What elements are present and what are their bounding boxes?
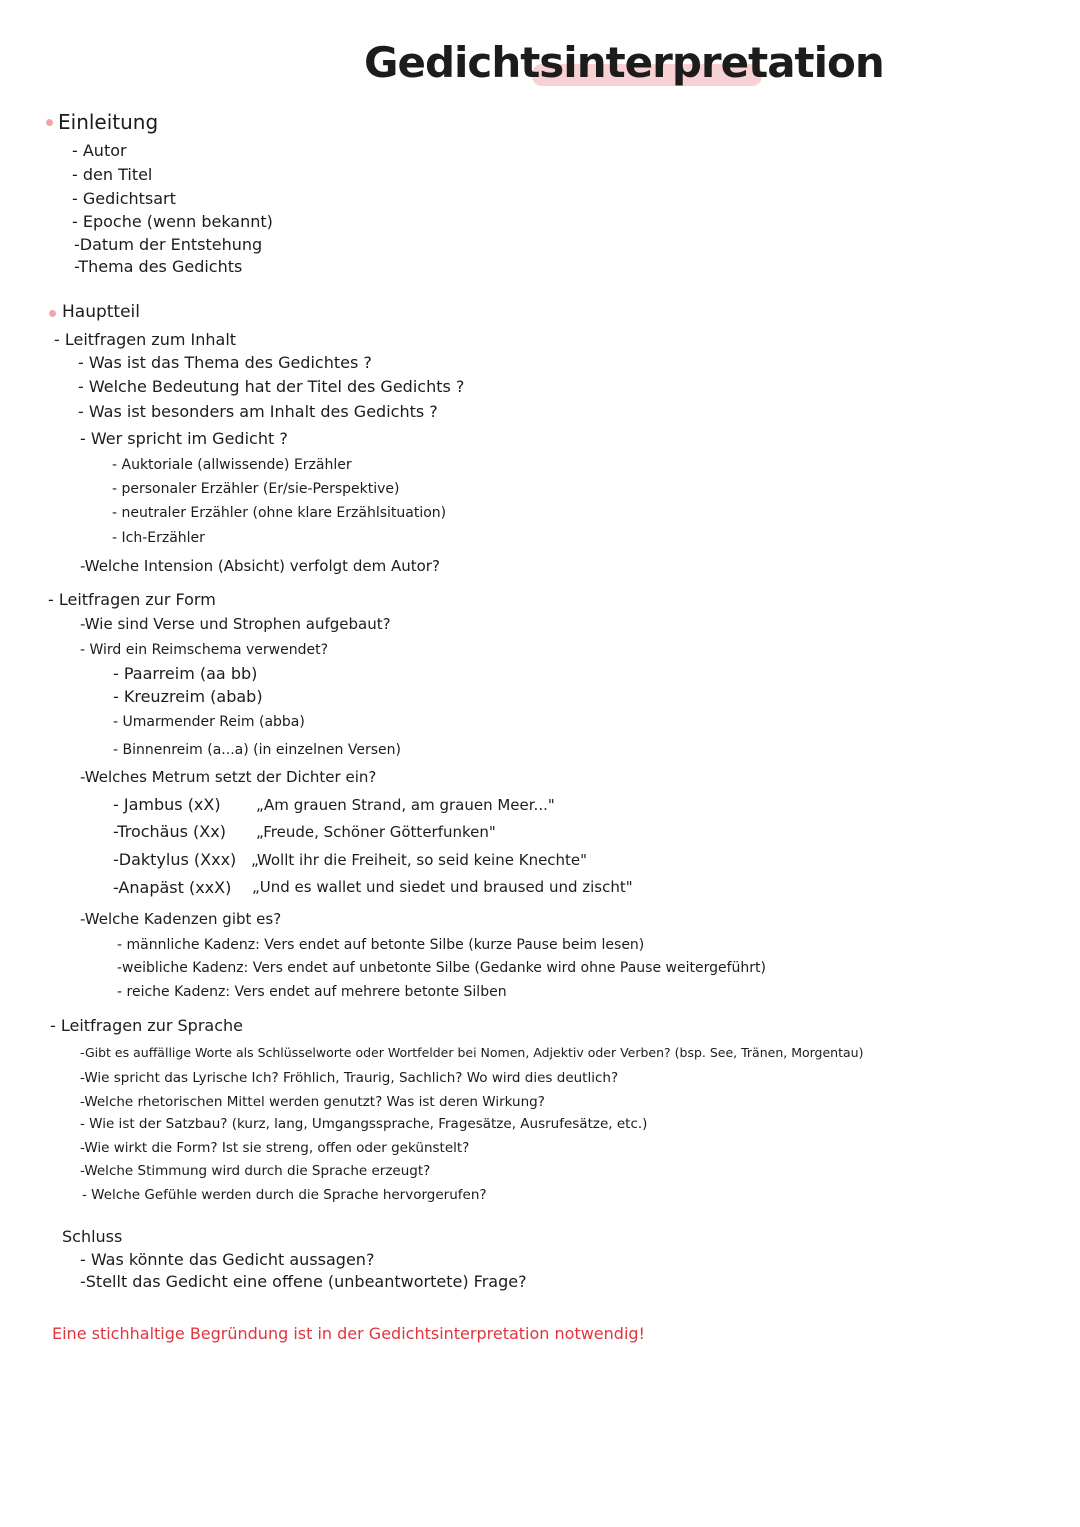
list-item: - Autor — [72, 141, 127, 160]
list-item: - Welche Gefühle werden durch die Sprache hervorgerufen? — [82, 1187, 487, 1203]
meter-name: - Jambus (xX) — [113, 795, 221, 814]
list-item: -Welche Kadenzen gibt es? — [80, 910, 282, 928]
subheading-inhalt: - Leitfragen zum Inhalt — [54, 330, 237, 349]
meter-name: -Anapäst (xxX) — [113, 878, 232, 897]
bullet-dot — [46, 119, 53, 126]
list-item: - neutraler Erzähler (ohne klare Erzählsituation) — [112, 505, 447, 521]
list-item: -Welches Metrum setzt der Dichter ein? — [80, 768, 377, 786]
section-heading-schluss: Schluss — [62, 1227, 123, 1246]
section-heading-hauptteil: Hauptteil — [62, 302, 141, 322]
list-item: -Thema des Gedichts — [74, 257, 243, 276]
list-item: -Welche Stimmung wird durch die Sprache erzeugt? — [80, 1163, 431, 1179]
section-heading-einleitung: Einleitung — [58, 110, 159, 134]
list-item: - reiche Kadenz: Vers endet auf mehrere betonte Silben — [117, 984, 507, 1000]
list-item: -Welche Intension (Absicht) verfolgt dem Autor? — [80, 557, 440, 575]
list-item: - Umarmender Reim (abba) — [113, 714, 305, 730]
list-item: - Was könnte das Gedicht aussagen? — [80, 1250, 375, 1269]
list-item: -Datum der Entstehung — [74, 235, 263, 254]
list-item: - Ich-Erzähler — [112, 530, 205, 546]
list-item: - Was ist besonders am Inhalt des Gedichts ? — [78, 402, 438, 421]
list-item: -Wie sind Verse und Strophen aufgebaut? — [80, 615, 391, 633]
list-item: - männliche Kadenz: Vers endet auf betonte Silbe (kurze Pause beim lesen) — [117, 937, 645, 953]
page-title: Gedichtsinterpretation — [364, 38, 884, 87]
list-item: - den Titel — [72, 165, 153, 184]
list-item: -Wie wirkt die Form? Ist sie streng, offen oder gekünstelt? — [80, 1140, 470, 1156]
meter-name: -Trochäus (Xx) — [113, 822, 226, 841]
list-item: -Welche rhetorischen Mittel werden genutzt? Was ist deren Wirkung? — [80, 1094, 545, 1110]
meter-example: „Freude, Schöner Götterfunken" — [256, 823, 496, 841]
list-item: -Stellt das Gedicht eine offene (unbeantwortete) Frage? — [80, 1272, 527, 1291]
list-item: - Auktoriale (allwissende) Erzähler — [112, 457, 352, 473]
list-item: - personaler Erzähler (Er/sie-Perspektive) — [112, 481, 400, 497]
meter-example: „Und es wallet und siedet und braused und zischt" — [252, 878, 633, 896]
list-item: -Wie spricht das Lyrische Ich? Fröhlich, Traurig, Sachlich? Wo wird dies deutlich? — [80, 1070, 619, 1086]
list-item: - Epoche (wenn bekannt) — [72, 212, 273, 231]
list-item: -weibliche Kadenz: Vers endet auf unbetonte Silbe (Gedanke wird ohne Pause weitergeführt) — [117, 960, 766, 976]
list-item: - Wird ein Reimschema verwendet? — [80, 642, 328, 658]
subheading-form: - Leitfragen zur Form — [48, 590, 216, 609]
meter-example: „Am grauen Strand, am grauen Meer..." — [256, 796, 555, 814]
list-item: -Gibt es auffällige Worte als Schlüsselworte oder Wortfelder bei Nomen, Adjektiv oder Verben? (bsp. See, Tränen, Morgentau) — [80, 1045, 864, 1060]
subheading-sprache: - Leitfragen zur Sprache — [50, 1016, 243, 1035]
meter-name: -Daktylus (Xxx) — [113, 850, 237, 869]
list-item: - Was ist das Thema des Gedichtes ? — [78, 353, 372, 372]
list-item: - Kreuzreim (abab) — [113, 687, 263, 706]
list-item: - Wer spricht im Gedicht ? — [80, 429, 288, 448]
list-item: - Paarreim (aa bb) — [113, 664, 258, 683]
list-item: - Wie ist der Satzbau? (kurz, lang, Umgangssprache, Fragesätze, Ausrufesätze, etc.) — [80, 1116, 648, 1132]
bullet-dot — [49, 310, 56, 317]
list-item: - Welche Bedeutung hat der Titel des Gedichts ? — [78, 377, 465, 396]
list-item: - Binnenreim (a...a) (in einzelnen Versen) — [113, 742, 401, 758]
meter-example: „Wollt ihr die Freiheit, so seid keine Knechte" — [251, 851, 588, 869]
list-item: - Gedichtsart — [72, 189, 176, 208]
closing-note: Eine stichhaltige Begründung ist in der Gedichtsinterpretation notwendig! — [52, 1324, 645, 1343]
